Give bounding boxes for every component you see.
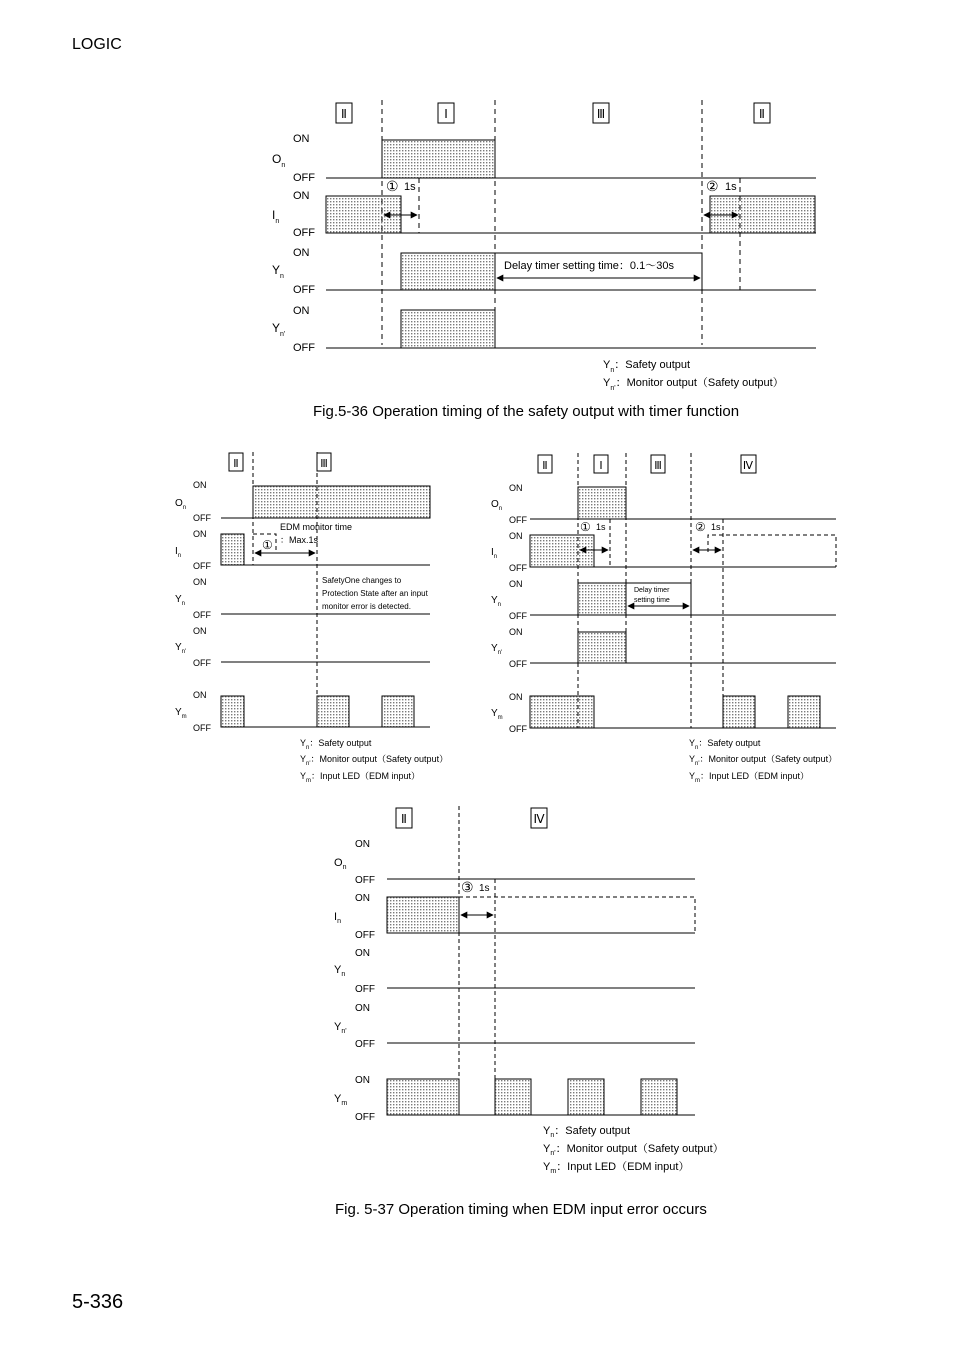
fig37b-legend (543, 1125, 724, 1175)
fig37-left-diagram (175, 452, 448, 784)
fig36-marker-1: ① (386, 178, 399, 194)
svg-text:1s: 1s (711, 522, 721, 532)
svg-text:Yn：Safety output: $Y_n$：Safety output (689, 738, 761, 751)
fig36-signal-labels (272, 152, 285, 338)
fig36-delay-label: Delay timer setting time：0.1～30s (504, 260, 674, 272)
svg-text:ON: ON (293, 190, 310, 202)
svg-text:ON: ON (509, 579, 523, 589)
fig37l-edm-label-2: ：Max.1s (280, 535, 319, 545)
svg-text:ON: ON (193, 480, 207, 490)
svg-text:OFF: OFF (355, 984, 375, 995)
svg-text:setting time: setting time (634, 597, 670, 604)
fig37l-legend (300, 738, 448, 784)
svg-text:OFF: OFF (293, 172, 315, 184)
svg-text:Yn: $Y_n$ (491, 595, 502, 608)
svg-text:ON: ON (355, 1075, 370, 1086)
svg-text:Yn: $Y_n$ (334, 964, 346, 978)
svg-text:ON: ON (509, 627, 523, 637)
svg-text:OFF: OFF (293, 284, 315, 296)
svg-text:Yn: $Y_n$ (272, 263, 284, 280)
svg-text:OFF: OFF (355, 1039, 375, 1050)
fig36-marker-2: ② (706, 178, 719, 194)
svg-text:ON: ON (293, 305, 310, 317)
svg-text:Ym: $Y_m$ (175, 707, 187, 720)
fig37l-edm-label-1: EDM monitor time (280, 522, 353, 532)
svg-text:Yn': $Y_{n'}$ (334, 1021, 347, 1035)
svg-text:OFF: OFF (193, 513, 211, 523)
svg-text:OFF: OFF (193, 561, 211, 571)
svg-text:OFF: OFF (509, 724, 527, 734)
svg-text:On: $O_n$ (175, 498, 187, 511)
svg-text:In: $I_n$ (491, 547, 498, 560)
svg-text:ON: ON (355, 1003, 370, 1014)
svg-text:ON: ON (509, 692, 523, 702)
fig37-bottom-diagram (334, 806, 724, 1175)
svg-text:OFF: OFF (193, 723, 211, 733)
svg-text:ON: ON (355, 948, 370, 959)
svg-text:Ⅰ: Ⅰ (599, 460, 603, 472)
svg-text:ON: ON (193, 529, 207, 539)
svg-text:①: ① (580, 520, 591, 534)
svg-text:ON: ON (193, 577, 207, 587)
svg-text:Ⅱ: Ⅱ (233, 458, 239, 470)
svg-text:ON: ON (509, 531, 523, 541)
svg-text:OFF: OFF (355, 930, 375, 941)
svg-text:In: $I_n$ (175, 546, 182, 559)
fig37r-legend (689, 738, 837, 784)
svg-text:Protection State after an inpu: Protection State after an input (322, 589, 428, 598)
svg-text:Yn': $Y_{n'}$ (175, 642, 187, 655)
svg-text:①: ① (262, 538, 273, 552)
fig36-level-labels (293, 133, 315, 354)
svg-text:OFF: OFF (355, 1112, 375, 1123)
fig36-state-2b: Ⅱ (759, 107, 765, 121)
svg-text:Ⅱ: Ⅱ (401, 812, 407, 826)
svg-text:monitor error is detected.: monitor error is detected. (322, 602, 411, 611)
svg-text:Yn'：Monitor output（Safety outp: $Y_{n'}$：Monitor output（Safety output） (300, 754, 449, 767)
svg-text:1s: 1s (725, 181, 737, 193)
svg-text:OFF: OFF (509, 563, 527, 573)
svg-text:SafetyOne changes to: SafetyOne changes to (322, 576, 402, 585)
svg-text:Delay timer: Delay timer (634, 587, 670, 594)
svg-text:OFF: OFF (193, 658, 211, 668)
svg-text:ON: ON (355, 839, 370, 850)
svg-text:Ym：Input LED（EDM input）: $Y_m$：Input LED（EDM input） (300, 771, 421, 784)
svg-text:Ym：Input LED（EDM input）: $Y_m$：Input LED（EDM input） (543, 1161, 690, 1175)
svg-text:1s: 1s (479, 883, 490, 894)
svg-text:On: $O_n$ (334, 857, 347, 871)
svg-text:Yn': $Y_{n'}$ (272, 321, 286, 338)
svg-text:ON: ON (193, 690, 207, 700)
svg-text:Yn: $Y_n$ (175, 594, 186, 607)
svg-text:OFF: OFF (509, 611, 527, 621)
svg-text:②: ② (695, 520, 706, 534)
section-header: LOGIC (72, 36, 122, 53)
svg-text:Ⅳ: Ⅳ (533, 812, 545, 826)
svg-text:Ym：Input LED（EDM input）: $Y_m$：Input LED（EDM input） (689, 771, 810, 784)
svg-text:Yn：Safety output: $Y_n$：Safety output (300, 738, 372, 751)
fig37-right-diagram (491, 453, 837, 784)
svg-text:Yn': $Y_{n'}$ (491, 643, 503, 656)
svg-text:Ⅲ: Ⅲ (320, 458, 328, 470)
svg-text:ON: ON (355, 893, 370, 904)
svg-text:ON: ON (193, 626, 207, 636)
fig37l-state-boxes (229, 453, 331, 471)
svg-text:Yn：Safety output: $Y_n$：Safety output (543, 1125, 631, 1139)
fig37-caption: Fig. 5-37 Operation timing when EDM input error occurs (335, 1201, 707, 1218)
svg-text:Ⅳ: Ⅳ (742, 460, 754, 472)
fig36-diagram (272, 100, 816, 392)
svg-text:On: $O_n$ (491, 499, 503, 512)
svg-text:OFF: OFF (293, 342, 315, 354)
fig36-legend (603, 359, 784, 392)
svg-text:OFF: OFF (509, 515, 527, 525)
svg-text:Yn'：Monitor output（Safety outp: $Y_{n'}$：Monitor output（Safety output） (543, 1143, 724, 1157)
svg-text:On: $O_n$ (272, 152, 286, 169)
svg-text:ON: ON (293, 247, 310, 259)
fig36-state-2a: Ⅱ (341, 107, 347, 121)
svg-text:1s: 1s (404, 181, 416, 193)
fig36-state-3: Ⅲ (596, 107, 606, 121)
svg-text:Yn：Safety output: $Y_n$：Safety output (603, 359, 691, 374)
svg-text:Ym: $Y_m$ (491, 708, 503, 721)
svg-text:Yn'：Monitor output（Safety outp: $Y_{n'}$：Monitor output（Safety output） (689, 754, 838, 767)
page-number: 5-336 (72, 1291, 124, 1313)
svg-text:In: $I_n$ (272, 208, 280, 225)
svg-text:Ym: $Y_m$ (334, 1093, 348, 1107)
svg-text:ON: ON (293, 133, 310, 145)
svg-text:③: ③ (461, 879, 474, 895)
svg-text:OFF: OFF (293, 227, 315, 239)
svg-text:Ⅱ: Ⅱ (542, 460, 548, 472)
svg-text:OFF: OFF (355, 875, 375, 886)
fig36-state-boxes (336, 103, 770, 123)
fig36-caption: Fig.5-36 Operation timing of the safety output with timer function (313, 403, 740, 420)
fig36-state-1: Ⅰ (444, 107, 448, 121)
svg-text:OFF: OFF (193, 610, 211, 620)
svg-text:Yn'：Monitor output（Safety outp: $Y_{n'}$：Monitor output（Safety output） (603, 377, 784, 392)
svg-text:OFF: OFF (509, 659, 527, 669)
svg-text:In: $I_n$ (334, 911, 341, 925)
svg-text:1s: 1s (596, 522, 606, 532)
svg-text:Ⅲ: Ⅲ (654, 460, 662, 472)
svg-text:ON: ON (509, 483, 523, 493)
